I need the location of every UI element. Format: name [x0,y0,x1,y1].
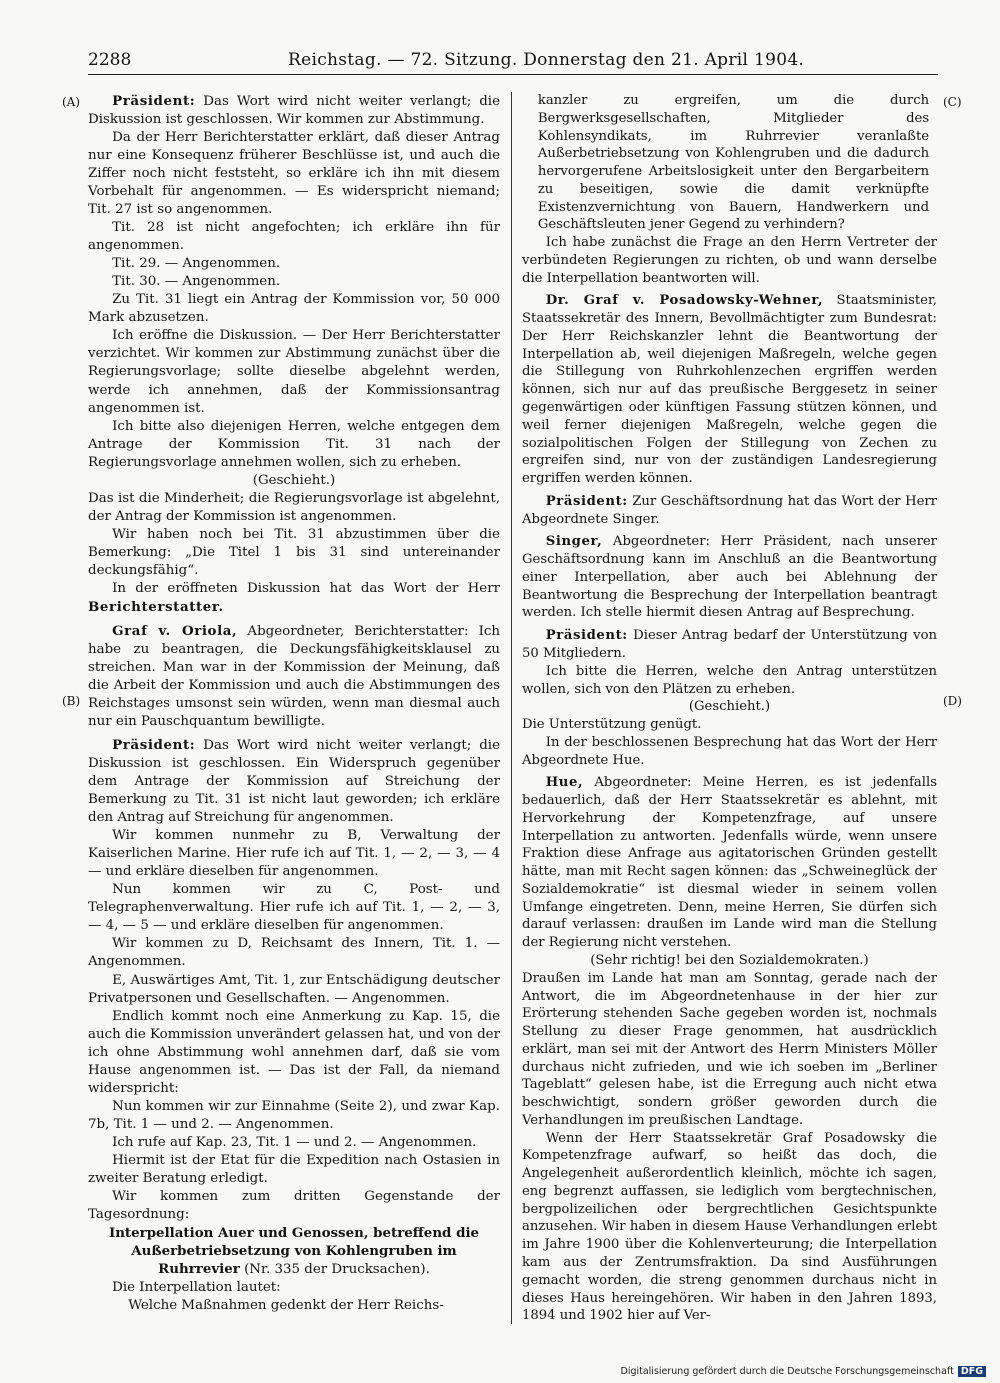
paragraph: Ich bitte also diejenigen Herren, welche entgegen dem Antrage der Kommission Tit. 31 nach der Regierungsvorlage annehmen wollen, sich zu erheben. [88,418,500,470]
digitization-credit [621,1366,987,1377]
speaker-name: Präsident: [545,628,628,644]
margin-marker-d: (D) [943,694,962,708]
stage-direction: (Sehr richtig! bei den Sozialdemokraten.) [590,952,869,968]
paragraph: Wenn der Herr Staatssekretär Graf Posadowsky die Kompetenzfrage aufwarf, so heißt das doch, die Angelegenheit außerordentlich kleinlich, möchte ich sagen, eng begrenzt auffassen, sie lediglich vom bergtechnischen, bergpolizeilichen oder bergrechtlichen Gesichtspunkte anzusehen. Wir haben in diesem Hause Verhandlungen erlebt im Jahre 1900 über die Kohlenverteurung; die Interpellation kam aus der Zentrumsfraktion. Da sind Ausführungen gemacht worden, die streng genommen durchaus nicht in dieses Haus hereingehören. Wir haben in den Jahren 1893, 1894 und 1902 hier auf Ver- [522,1130,937,1324]
paragraph-text: Das Wort wird nicht weiter verlangt; die Diskussion ist geschlossen. Wir kommen zur Abstimmung. [88,94,500,128]
interpellation-subject [104,1224,484,1279]
paragraph [522,533,937,622]
paragraph-text: In der eröffneten Diskussion hat das Wort der Herr [112,580,500,596]
paragraph [88,622,500,731]
paragraph-text: Abgeordneter: Herr Präsident, nach unserer Geschäftsordnung kann im Anschluß an die Beantwortung einer Interpellation, aber auch bei Ablehnung der Beantwortung die Besprechung der Interpellation beantragt werden. Ich stelle hiermit diesen Antrag auf Besprechung. [522,534,937,621]
margin-marker-c: (C) [943,95,962,109]
paragraph: Tit. 30. — Angenommen. [112,274,281,290]
margin-marker-a: (A) [62,95,81,109]
page-number: 2288 [88,50,132,70]
paragraph: Zu Tit. 31 liegt ein Antrag der Kommission vor, 50 000 Mark abzusetzen. [88,292,500,326]
interpellation-question: kanzler zu ergreifen, um die durch Bergwerksgesellschaften, Mitglieder des Kohlensyndikats, im Ruhrrevier veranlaßte Außerbetriebsetzung von Kohlengruben und die dadurch hervorgerufene Arbeitslosigkeit unter den Bergarbeitern zu beseitigen, sowie die damit verknüpfte Existenzvernichtung von Bauern, Handwerkern und Geschäftsleuten jener Gegend zu verhindern? [537,93,930,233]
speaker-name: Präsident: [112,93,196,109]
paragraph: In der beschlossenen Besprechung hat das Wort der Herr Abgeordnete Hue. [522,734,937,768]
speaker-name: Präsident: [545,493,628,509]
paragraph [88,736,500,827]
paragraph: Ich rufe auf Kap. 23, Tit. 1 — und 2. — Angenommen. [112,1134,477,1150]
paragraph-text: Zur Geschäftsordnung hat das Wort der Herr Abgeordnete Singer. [522,493,937,527]
paragraph-text: Dieser Antrag bedarf der Unterstützung von 50 Mitgliedern. [522,628,937,661]
paragraph: Wir kommen nunmehr zu B, Verwaltung der Kaiserlichen Marine. Hier rufe ich auf Tit. 1, — 2, — 3, — 4 — und erkläre dieselben für angenommen. [88,828,500,880]
interpellation-question: Welche Maßnahmen gedenkt der Herr Reichs- [128,1298,444,1314]
speaker-name: Singer, [545,534,603,550]
paragraph [88,92,500,129]
paragraph [522,627,937,663]
paragraph: Wir haben noch bei Tit. 31 abzustimmen über die Bemerkung: „Die Titel 1 bis 31 sind untereinander deckungsfähig“. [88,526,500,578]
speaker-name: Hue, [545,775,584,791]
paragraph-text: Staatsminister, Staatssekretär des Innern, Bevollmächtigter zum Bundesrat: Der Herr Reichskanzler lehnt die Beantwortung der Interpellation ab, weil diejenigen Maßregeln, welche gegen die Stillegung von Ruhrkohlenzechen ergriffen werden können, sich nur auf das preußische Berggesetz in seiner gegenwärtigen oder künftigen Fassung stützen können, und weil ferner diejenigen Maßregeln, welche gegen die sozialpolitischen Folgen der Stillegung von Zechen zu ergreifen sind, nur von der zuständigen Landesregierung ergriffen werden können. [522,293,937,487]
stage-direction: (Geschieht.) [252,472,336,488]
bold-text: Berichterstatter. [88,598,224,615]
right-column [522,92,937,1325]
paragraph: Tit. 29. — Angenommen. [112,256,281,272]
header-rule [88,74,938,75]
paragraph: Da der Herr Berichterstatter erklärt, daß dieser Antrag nur eine Konsequenz früherer Beschlüsse ist, und auch die Ziffer noch nicht feststeht, so erkläre ich ihn mit diesem Vorbehalt für angenommen. — Es widerspricht niemand; Tit. 27 ist so angenommen. [88,130,500,218]
paragraph: Draußen im Lande hat man am Sonntag, gerade nach der Antwort, die im Abgeordnetenhause in der hier zur Erörterung stehenden Sache gegeben worden ist, nochmals Stellung zu dieser Frage genommen, hat ausdrücklich erklärt, man sei mit der Antwort des Herrn Ministers Möller durchaus nicht zufrieden, und wie ich soeben im „Berliner Tageblatt“ gelesen habe, ist die Erregung auch nicht etwa beschwichtigt, sondern größer geworden durch die Verhandlungen im preußischen Landtage. [522,970,937,1128]
paragraph-text: (Nr. 335 der Drucksachen). [239,1262,430,1277]
paragraph: Wir kommen zum dritten Gegenstande der Tagesordnung: [88,1188,500,1222]
paragraph-text: Abgeordneter: Meine Herren, es ist jedenfalls bedauerlich, daß der Herr Staatssekretär es ablehnt, mit Hervorkehrung der Kompetenzfrage, auf unsere Interpellation zu antworten. Jedenfalls würde, wenn unsere Fraktion diese Anfrage aus agitatorischen Gründen gestellt hätte, man mit Recht sagen können: das „Schweineglück der Sozialdemokratie“ ist diesmal wieder in seinem vollen Umfange eingetreten. Denn, meine Herren, Sie dürfen sich darauf verlassen: draußen im Lande wird man die Stellung der Regierung nicht verstehen. [522,775,937,951]
paragraph: Die Interpellation lautet: [112,1280,281,1296]
column-divider [511,92,512,1324]
paragraph: E, Auswärtiges Amt, Tit. 1, zur Entschädigung deutscher Privatpersonen und Gesellschaften. — Angenommen. [88,972,500,1006]
paragraph [88,580,500,617]
paragraph: Wir kommen zu D, Reichsamt des Innern, Tit. 1. — Angenommen. [88,936,500,970]
margin-marker-b: (B) [62,694,81,708]
stage-direction: (Geschieht.) [688,699,771,715]
paragraph: Ich bitte die Herren, welche den Antrag unterstützen wollen, sich von den Plätzen zu erheben. [522,663,937,697]
credit-text: Digitalisierung gefördert durch die Deutsche Forschungsgemeinschaft [620,1366,954,1377]
paragraph-text: Das Wort wird nicht weiter verlangt; die Diskussion ist geschlossen. Ein Widerspruch gegenüber dem Antrage der Kommission auf Streichung der Bemerkung zu Tit. 31 ist nicht laut geworden; ich erkläre den Antrag auf Streichung für angenommen. [88,738,500,826]
paragraph: Ich eröffne die Diskussion. — Der Herr Berichterstatter verzichtet. Wir kommen zur Abstimmung zunächst über die Regierungsvorlage; sollte dieselbe abgelehnt werden, werde ich annehmen, daß der Kommissionsantrag angenommen ist. [88,328,500,416]
paragraph: Nun kommen wir zur Einnahme (Seite 2), und zwar Kap. 7b, Tit. 1 — und 2. — Angenommen. [88,1098,500,1132]
paragraph [522,292,937,487]
paragraph: Das ist die Minderheit; die Regierungsvorlage ist abgelehnt, der Antrag der Kommission ist angenommen. [88,490,500,524]
bold-text: Interpellation Auer und Genossen, betreffend die Außerbetriebsetzung von Kohlengruben im Ruhrrevier [108,1224,480,1277]
paragraph-text: Abgeordneter, Berichterstatter: Ich habe zu beantragen, die Deckungsfähigkeitsklausel zu streichen. Man war in der Kommission der Meinung, daß die Arbeit der Kommission und auch die Abstimmungen des Reichstages umsonst sein würden, wenn man diesmal auch nur ein Pauschquantum bewilligte. [88,623,500,730]
page-header [88,50,1000,76]
left-column [88,92,500,1315]
speaker-name: Graf v. Oriola, [112,622,238,639]
paragraph: Die Unterstützung genügt. [522,717,702,733]
paragraph: Ich habe zunächst die Frage an den Herrn Vertreter der verbündeten Regierungen zu richten, ob und wann derselbe die Interpellation beantworten will. [522,235,937,286]
dfg-logo: DFG [958,1366,986,1377]
speaker-name: Präsident: [112,737,196,754]
speaker-name: Dr. Graf v. Posadowsky-Wehner, [545,293,824,309]
paragraph [522,493,937,529]
paragraph: Nun kommen wir zu C, Post- und Telegraphenverwaltung. Hier rufe ich auf Tit. 1, — 2, — 3, — 4, — 5 — und erkläre dieselben für angenommen. [88,882,500,934]
paragraph: Hiermit ist der Etat für die Expedition nach Ostasien in zweiter Beratung erledigt. [88,1152,500,1186]
paragraph [522,774,937,952]
running-head: Reichstag. — 72. Sitzung. Donnerstag den 21. April 1904. [288,50,805,70]
paragraph: Endlich kommt noch eine Anmerkung zu Kap. 15, die auch die Kommission unverändert gelassen hat, und von der ich ohne Abstimmung wohl annehmen darf, daß sie vom Hause angenommen ist. — Das ist der Fall, da niemand widerspricht: [88,1008,500,1096]
paragraph: Tit. 28 ist nicht angefochten; ich erkläre ihn für angenommen. [88,220,500,254]
